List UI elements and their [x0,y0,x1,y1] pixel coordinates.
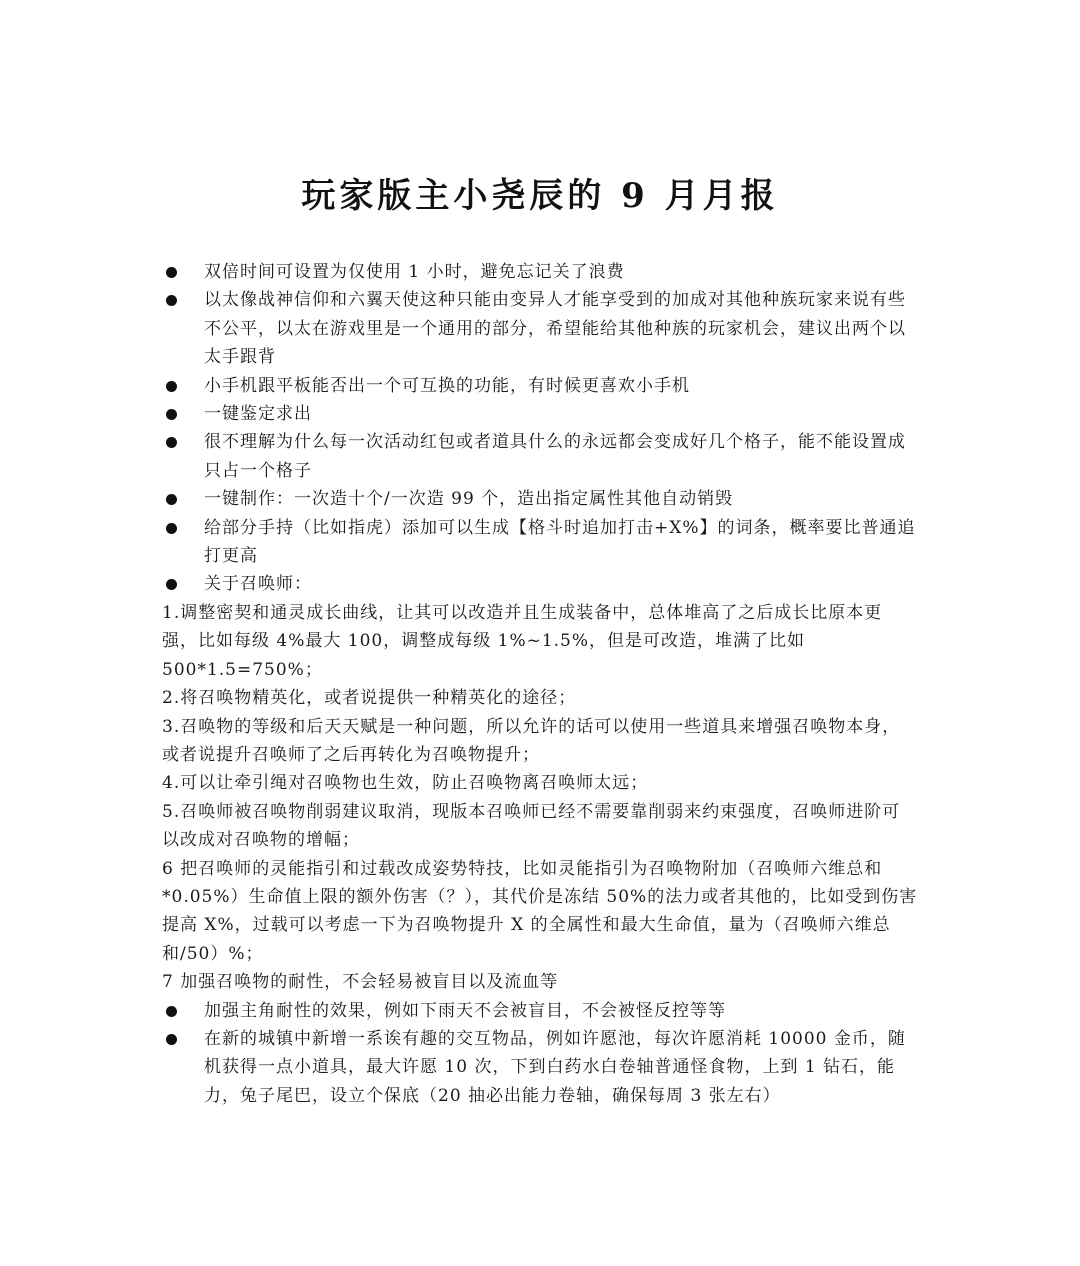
list-item [162,400,918,428]
summoner-paragraph: 4.可以让牵引绳对召唤物也生效，防止召唤物离召唤师太远； [162,773,649,794]
list-item [162,570,918,598]
bullet-icon [166,1006,177,1017]
document-title: 玩家版主小尧辰的 9 月月报 [301,176,779,216]
list-item-text: 一键制作：一次造十个/一次造 99 个，造出指定属性其他自动销毁 [204,489,734,510]
list-item [162,1025,918,1110]
summoner-paragraph: 1.调整密契和通灵成长曲线，让其可以改造并且生成装备中，总体堆高了之后成长比原本更强，比如每级 4%最大 100，调整成每级 1%~1.5%，但是可改造，堆满了比如 500*1.5=750%； [162,602,883,680]
list-item [162,286,918,371]
list-item-text: 双倍时间可设置为仅使用 1 小时，避免忘记关了浪费 [204,262,625,282]
list-item-text: 小手机跟平板能否出一个可互换的功能，有时候更喜欢小手机 [204,375,690,396]
bullet-icon [166,579,177,590]
list-item [162,428,918,485]
bullet-icon [166,295,177,306]
summoner-paragraph: 5.召唤师被召唤物削弱建议取消，现版本召唤师已经不需要靠削弱来约束强度，召唤师进阶可以改成对召唤物的增幅； [162,801,901,851]
bullet-icon [166,494,177,505]
list-item-text: 很不理解为什么每一次活动红包或者道具什么的永远都会变成好几个格子，能不能设置成只占一个格子 [204,432,906,481]
list-item-text: 在新的城镇中新增一系诶有趣的交互物品，例如许愿池，每次许愿消耗 10000 金币，随机获得一点小道具，最大许愿 10 次，下到白药水白卷轴普通怪食物，上到 1 钻石，能力，兔子尾巴，设立个保底（20 抽必出能力卷轴，确保每周 3 张左右） [204,1028,906,1106]
summoner-paragraph: 6 把召唤师的灵能指引和过载改成姿势特技，比如灵能指引为召唤物附加（召唤师六维总和*0.05%）生命值上限的额外伤害（？），其代价是冻结 50%的法力或者其他的，比如受到伤害提高 X%，过载可以考虑一下为召唤物提升 X 的全属性和最大生命值，量为（召唤师六维总和/50）%； [162,858,918,964]
summoner-paragraph: 7 加强召唤物的耐性，不会轻易被盲目以及流血等 [162,972,559,993]
bullet-icon [166,267,177,278]
list-item [162,485,918,513]
list-item [162,372,918,400]
bullet-icon [166,381,177,392]
summoner-paragraph: 2.将召唤物精英化，或者说提供一种精英化的途径； [162,688,577,709]
list-item [162,997,918,1025]
bullet-icon [166,1034,177,1045]
bullet-icon [166,437,177,448]
list-item-text: 关于召唤师： [204,574,312,595]
bullet-icon [166,409,177,420]
summoner-paragraph: 3.召唤物的等级和后天天赋是一种问题，所以允许的话可以使用一些道具来增强召唤物本身，或者说提升召唤师了之后再转化为召唤物提升； [162,716,901,765]
list-item-text: 以太像战神信仰和六翼天使这种只能由变异人才能享受到的加成对其他种族玩家来说有些不公平，以太在游戏里是一个通用的部分，希望能给其他种族的玩家机会，建议出两个以太手跟背 [204,290,906,368]
list-item-text: 加强主角耐性的效果，例如下雨天不会被盲目，不会被怪反控等等 [204,1000,726,1021]
bullet-icon [166,523,177,534]
document-body [162,258,918,1110]
list-item [162,258,918,286]
list-item-text: 给部分手持（比如指虎）添加可以生成【格斗时追加打击+X%】的词条，概率要比普通追打更高 [204,517,916,567]
list-item-text: 一键鉴定求出 [204,404,312,425]
list-item [162,514,918,571]
